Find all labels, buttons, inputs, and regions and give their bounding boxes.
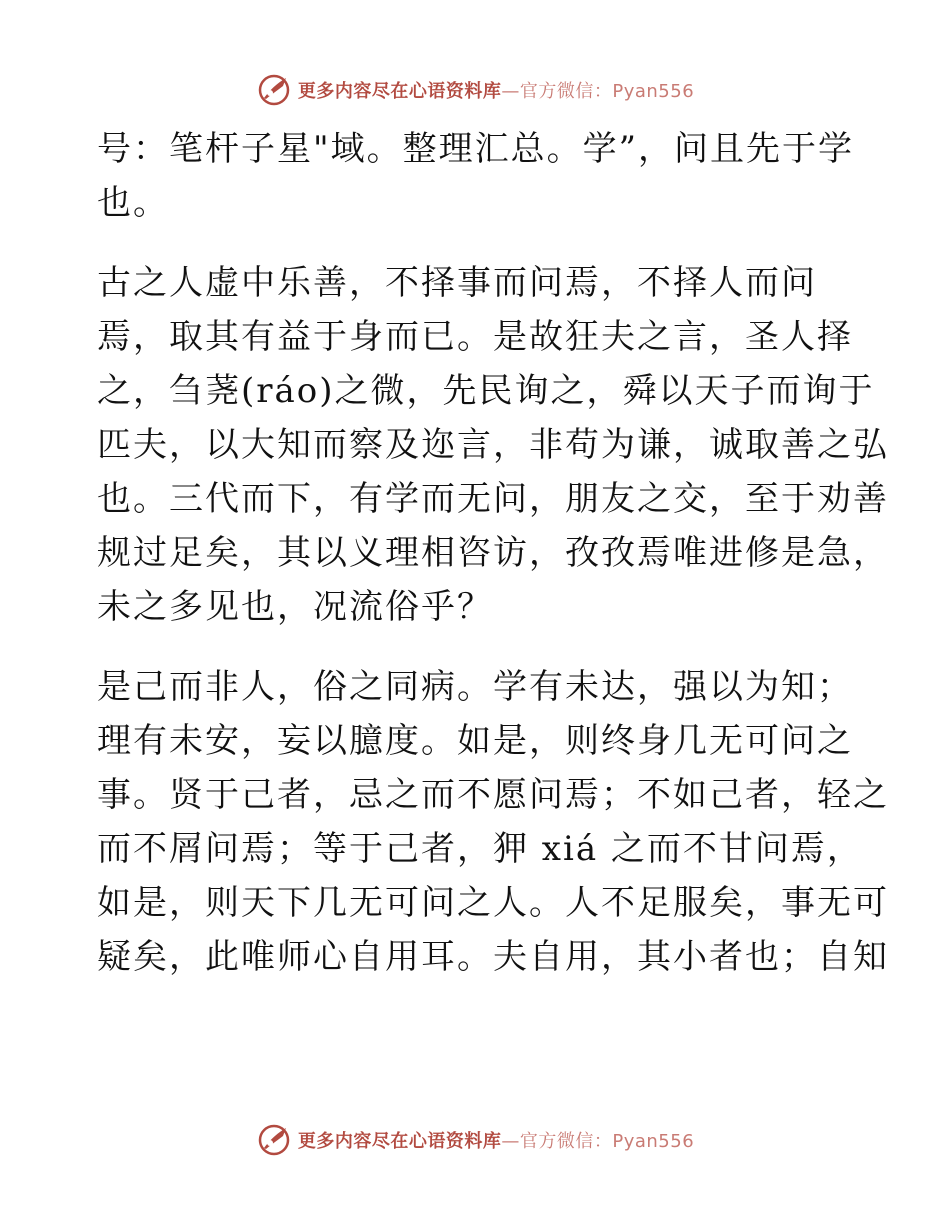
text-line: 也。三代而下，有学而无问，朋友之交，至于劝善 [97,479,889,519]
text-line: 焉，取其有益于身而已。是故狂夫之言，圣人择 [97,317,853,357]
text-line: 理有未安，妄以臆度。如是，则终身几无可问之 [97,721,853,761]
text-line: 是己而非人，俗之同病。学有未达，强以为知； [97,667,853,707]
text-line: 未之多见也，况流俗乎？ [97,587,493,627]
paragraph-1 [97,122,857,230]
paragraph-3 [97,660,889,984]
text-line: 之，刍荛(ráo)之微，先民询之，舜以天子而询于 [97,371,875,411]
footer-watermark [0,1120,950,1160]
text-line: 号：笔杆子星"域。整理汇总。学”，问且先于学 [97,129,855,169]
text-line: 如是，则天下几无可问之人。人不足服矣，事无可 [97,883,889,923]
document-body [97,122,889,984]
seal-quill-icon [256,1122,292,1158]
text-line: 古之人虚中乐善，不择事而问焉，不择人而问 [97,263,817,303]
text-line: 而不屑问焉；等于己者，狎 xiá 之而不甘问焉， [97,829,863,869]
seal-quill-icon [256,72,292,108]
text-line: 匹夫，以大知而察及迩言，非苟为谦，诚取善之弘 [97,425,889,465]
text-line: 也。 [97,183,169,223]
text-line: 事。贤于己者，忌之而不愿问焉；不如己者，轻之 [97,775,889,815]
paragraph-2 [97,256,889,634]
header-watermark [0,70,950,110]
text-line: 疑矣，此唯师心自用耳。夫自用，其小者也；自知 [97,937,889,977]
watermark-text: 更多内容尽在心语资料库—官方微信：Pyan556 [297,81,695,102]
text-line: 规过足矣，其以义理相咨访，孜孜焉唯进修是急， [97,533,889,573]
watermark-text: 更多内容尽在心语资料库—官方微信：Pyan556 [297,1131,695,1152]
